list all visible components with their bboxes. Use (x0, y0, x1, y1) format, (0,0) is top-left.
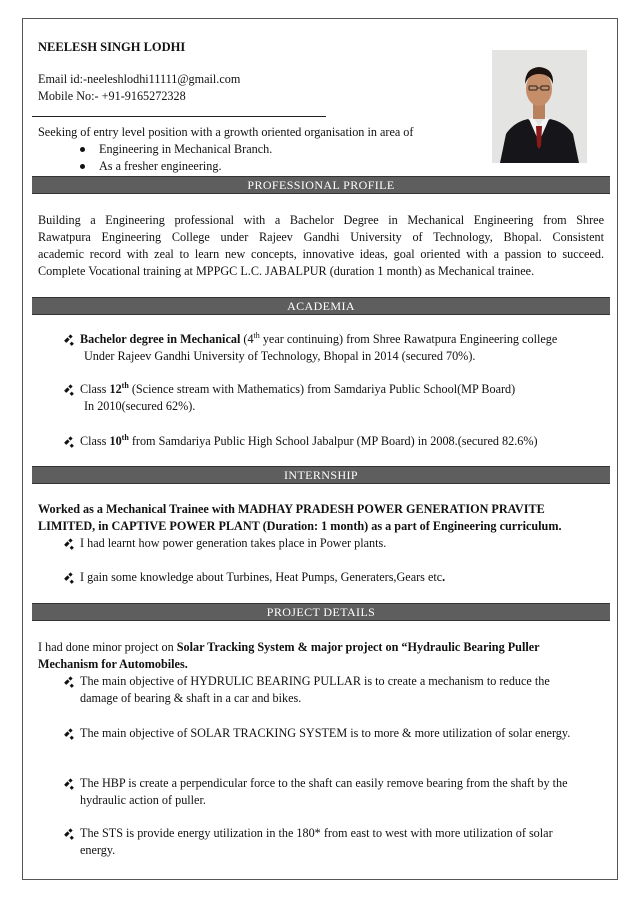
academia-item-12th-line2: In 2010(secured 62%). (84, 399, 196, 413)
section-header-project: PROJECT DETAILS (32, 603, 610, 621)
class-sup: th (121, 432, 129, 442)
class-number: 12 (109, 382, 122, 396)
section-header-internship: INTERNSHIP (32, 466, 610, 484)
project-intro-text: I had done minor project on (38, 640, 177, 654)
profile-photo (492, 50, 587, 163)
class-details: (Science stream with Mathematics) from Samdariya Public School(MP Board) (128, 382, 516, 396)
degree-year-prefix: (4 (240, 332, 254, 346)
objective-bullet: Engineering in Mechanical Branch. (99, 142, 273, 156)
diamond-bullet-icon (66, 829, 75, 838)
objective-intro: Seeking of entry level position with a growth oriented organisation in area of (38, 125, 414, 139)
objective-bullet: As a fresher engineering. (99, 159, 222, 173)
diamond-bullet-icon (66, 539, 75, 548)
project-bullet: The main objective of HYDRULIC BEARING PULLAR is to create a mechanism to reduce the (80, 674, 550, 688)
project-intro-line2: Mechanism for Automobiles. (38, 657, 188, 671)
profile-line: Rawatpura Engineering College under Rajeev Gandhi University of Technology, Bhopal. Consistent (38, 230, 604, 244)
degree-year-sup: th (253, 330, 260, 340)
bullet-dot-icon (80, 147, 85, 152)
academia-item-degree (80, 331, 557, 348)
profile-line: Building a Engineering professional with a Bachelor Degree in Mechanical Engineering from Shree (38, 213, 604, 227)
internship-bullet: I had learnt how power generation takes place in Power plants. (80, 536, 387, 550)
academia-item-degree-line2: Under Rajeev Gandhi University of Technology, Bhopal in 2014 (secured 70%). (84, 349, 476, 363)
academia-item-12th (80, 381, 515, 398)
header-divider (32, 116, 326, 117)
class-label: Class (80, 434, 110, 448)
project-bullet: The main objective of SOLAR TRACKING SYSTEM is to more & more utilization of solar energy. (80, 726, 571, 740)
mobile-line: Mobile No:- +91-9165272328 (38, 89, 186, 103)
email-line: Email id:-neeleshlodhi11111@gmail.com (38, 72, 241, 86)
profile-line: academic record with zeal to learn new concepts, innovative ideas, goal oriented with a passion to succeed. (38, 247, 604, 261)
diamond-bullet-icon (66, 437, 75, 446)
internship-bullet-text: I gain some knowledge about Turbines, Heat Pumps, Generaters,Gears etc (80, 570, 443, 584)
diamond-bullet-icon (66, 335, 75, 344)
bullet-dot-icon (80, 164, 85, 169)
class-number: 10 (109, 434, 122, 448)
diamond-bullet-icon (66, 677, 75, 686)
project-bullet: The HBP is create a perpendicular force to the shaft can easily remove bearing from the shaft by the (80, 776, 568, 790)
class-sup: th (121, 380, 129, 390)
internship-bullet-period: . (442, 570, 446, 584)
candidate-name: NEELESH SINGH LODHI (38, 40, 186, 54)
diamond-bullet-icon (66, 729, 75, 738)
diamond-bullet-icon (66, 385, 75, 394)
project-bullet-cont: energy. (80, 843, 116, 857)
section-header-profile: PROFESSIONAL PROFILE (32, 176, 610, 194)
internship-bullet (80, 569, 445, 586)
section-header-academia: ACADEMIA (32, 297, 610, 315)
internship-line: LIMITED, in CAPTIVE POWER PLANT (Duration: 1 month) as a part of Engineering curriculum. (38, 519, 562, 533)
person-photo-icon (492, 50, 587, 163)
degree-title: Bachelor degree in Mechanical (80, 332, 241, 346)
diamond-bullet-icon (66, 779, 75, 788)
project-intro-line1 (38, 639, 540, 656)
project-bullet-cont: hydraulic action of puller. (80, 793, 206, 807)
diamond-bullet-icon (66, 573, 75, 582)
degree-details: year continuing) from Shree Rawatpura Engineering college (259, 332, 558, 346)
project-intro-bold: Solar Tracking System & major project on “Hydraulic Bearing Puller (176, 640, 540, 654)
project-bullet-cont: damage of bearing & shaft in a car and bikes. (80, 691, 302, 705)
profile-line: Complete Vocational training at MPPGC L.C. JABALPUR (duration 1 month) as Mechanical trainee. (38, 264, 535, 278)
project-bullet: The STS is provide energy utilization in the 180* from east to west with more utilization of solar (80, 826, 553, 840)
class-details: from Samdariya Public High School Jabalpur (MP Board) in 2008.(secured 82.6%) (128, 434, 538, 448)
academia-item-10th (80, 433, 538, 450)
internship-line: Worked as a Mechanical Trainee with MADHAY PRADESH POWER GENERATION PRAVITE (38, 502, 545, 516)
class-label: Class (80, 382, 110, 396)
